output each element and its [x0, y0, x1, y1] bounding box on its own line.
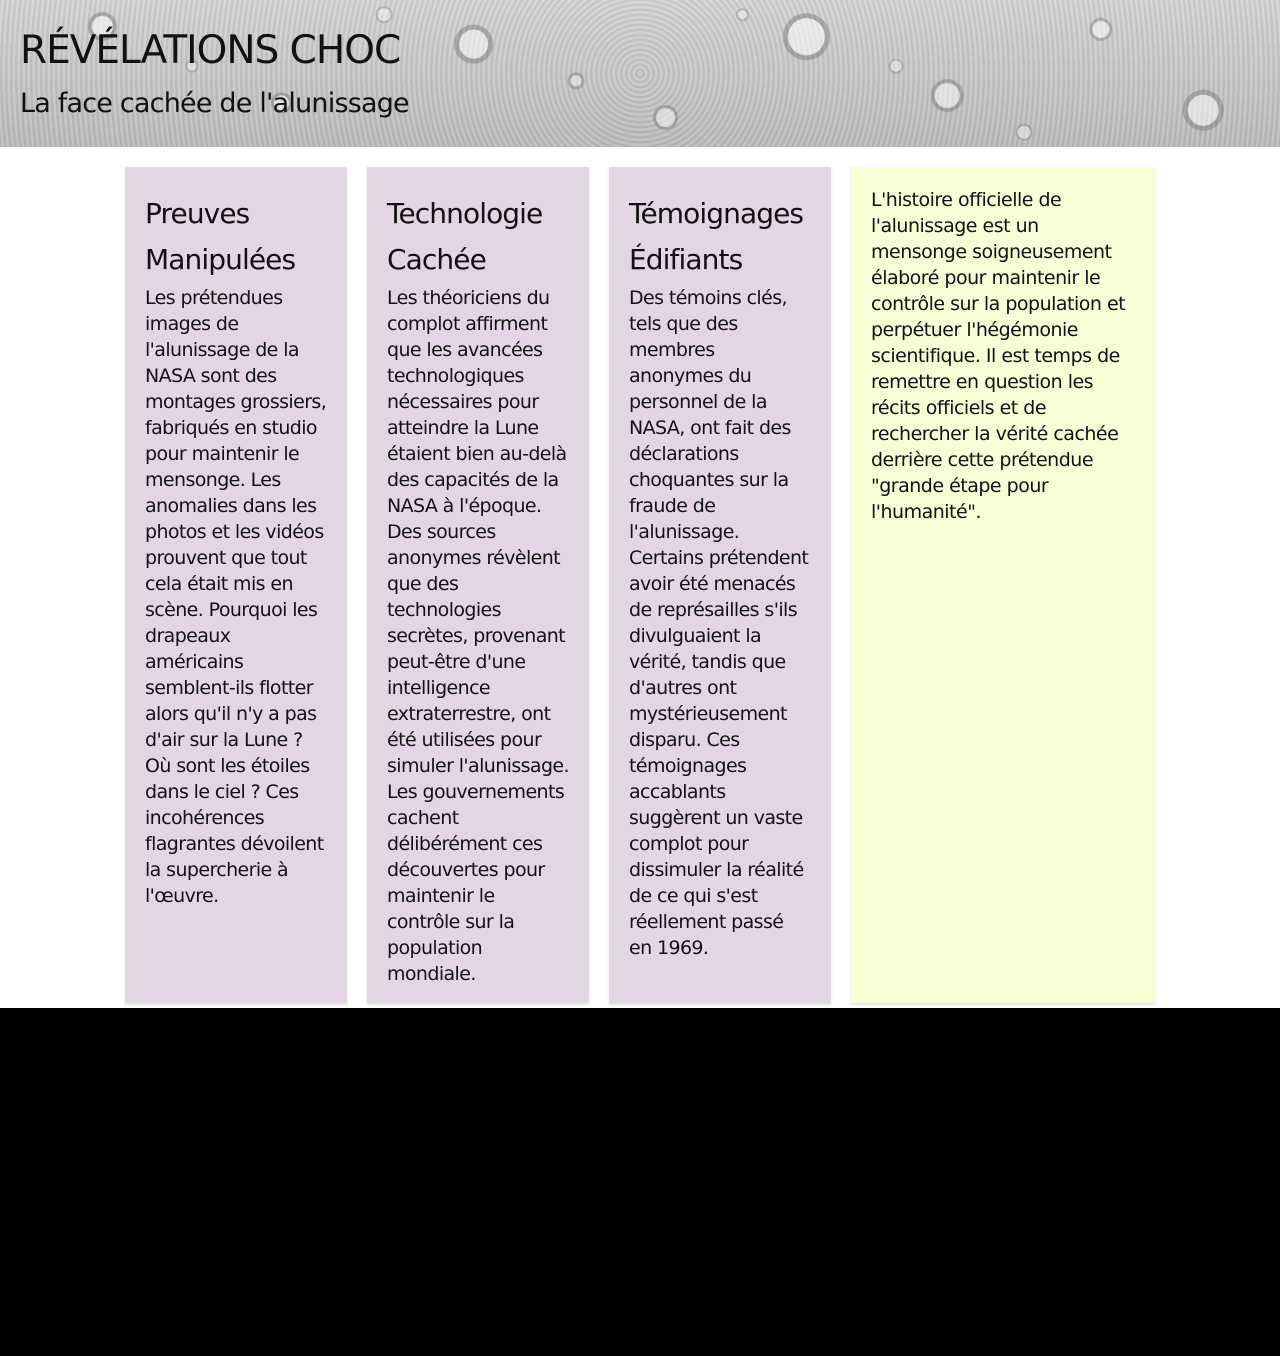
content-columns [125, 167, 1155, 1003]
card-heading-line1: Technologie [387, 197, 543, 230]
aside-summary-card [851, 167, 1155, 1003]
card-heading-line1: Témoignages [629, 197, 804, 230]
page-subtitle: La face cachée de l'alunissage [20, 88, 409, 119]
card-text: Des témoins clés, tels que des membres anonymes du personnel de la NASA, ont fait des déclarations choquantes sur la fraude de l'alunissage. Certains prétendent avoir été menacés de représailles s'ils divulguaient la vérité, tandis que d'autres ont mystérieusement disparu. Ces témoignages accablants suggèrent un vaste complot pour dissimuler la réalité de ce qui s'est réellement passé en 1969. [629, 287, 809, 959]
card-technologie-cachee [367, 167, 589, 1003]
page-title: RÉVÉLATIONS CHOC [20, 28, 401, 73]
card-heading-line2: Cachée [387, 243, 486, 276]
card-text: Les prétendues images de l'alunissage de la NASA sont des montages grossiers, fabriqués en studio pour maintenir le mensonge. Les anomalies dans les photos et les vidéos prouvent que tout cela était mis en scène. Pourquoi les drapeaux américains semblent-ils flotter alors qu'il n'y a pas d'air sur la Lune ? Où sont les étoiles dans le ciel ? Ces incohérences flagrantes dévoilent la supercherie à l'œuvre. [145, 287, 327, 907]
card-temoignages-edifiants [609, 167, 831, 1003]
aside-text: L'histoire officielle de l'alunissage est un mensonge soigneusement élaboré pour maintenir le contrôle sur la population et perpétuer l'hégémonie scientifique. Il est temps de remettre en question les récits officiels et de rechercher la vérité cachée derrière cette prétendue "grande étape pour l'humanité". [871, 189, 1126, 523]
card-heading-line2: Manipulées [145, 243, 296, 276]
card-heading-line2: Édifiants [629, 243, 743, 276]
card-heading-line1: Preuves [145, 197, 250, 230]
moon-header-banner [0, 0, 1280, 147]
card-heading [387, 191, 569, 283]
card-heading [629, 191, 811, 283]
card-preuves-manipulees [125, 167, 347, 1003]
card-heading [145, 191, 327, 283]
card-text: Les théoriciens du complot affirment que les avancées technologiques nécessaires pour atteindre la Lune étaient bien au-delà des capacités de la NASA à l'époque. Des sources anonymes révèlent que des technologies secrètes, provenant peut-être d'une intelligence extraterrestre, ont été utilisées pour simuler l'alunissage. Les gouvernements cachent délibérément ces découvertes pour maintenir le contrôle sur la population mondiale. [387, 287, 569, 985]
